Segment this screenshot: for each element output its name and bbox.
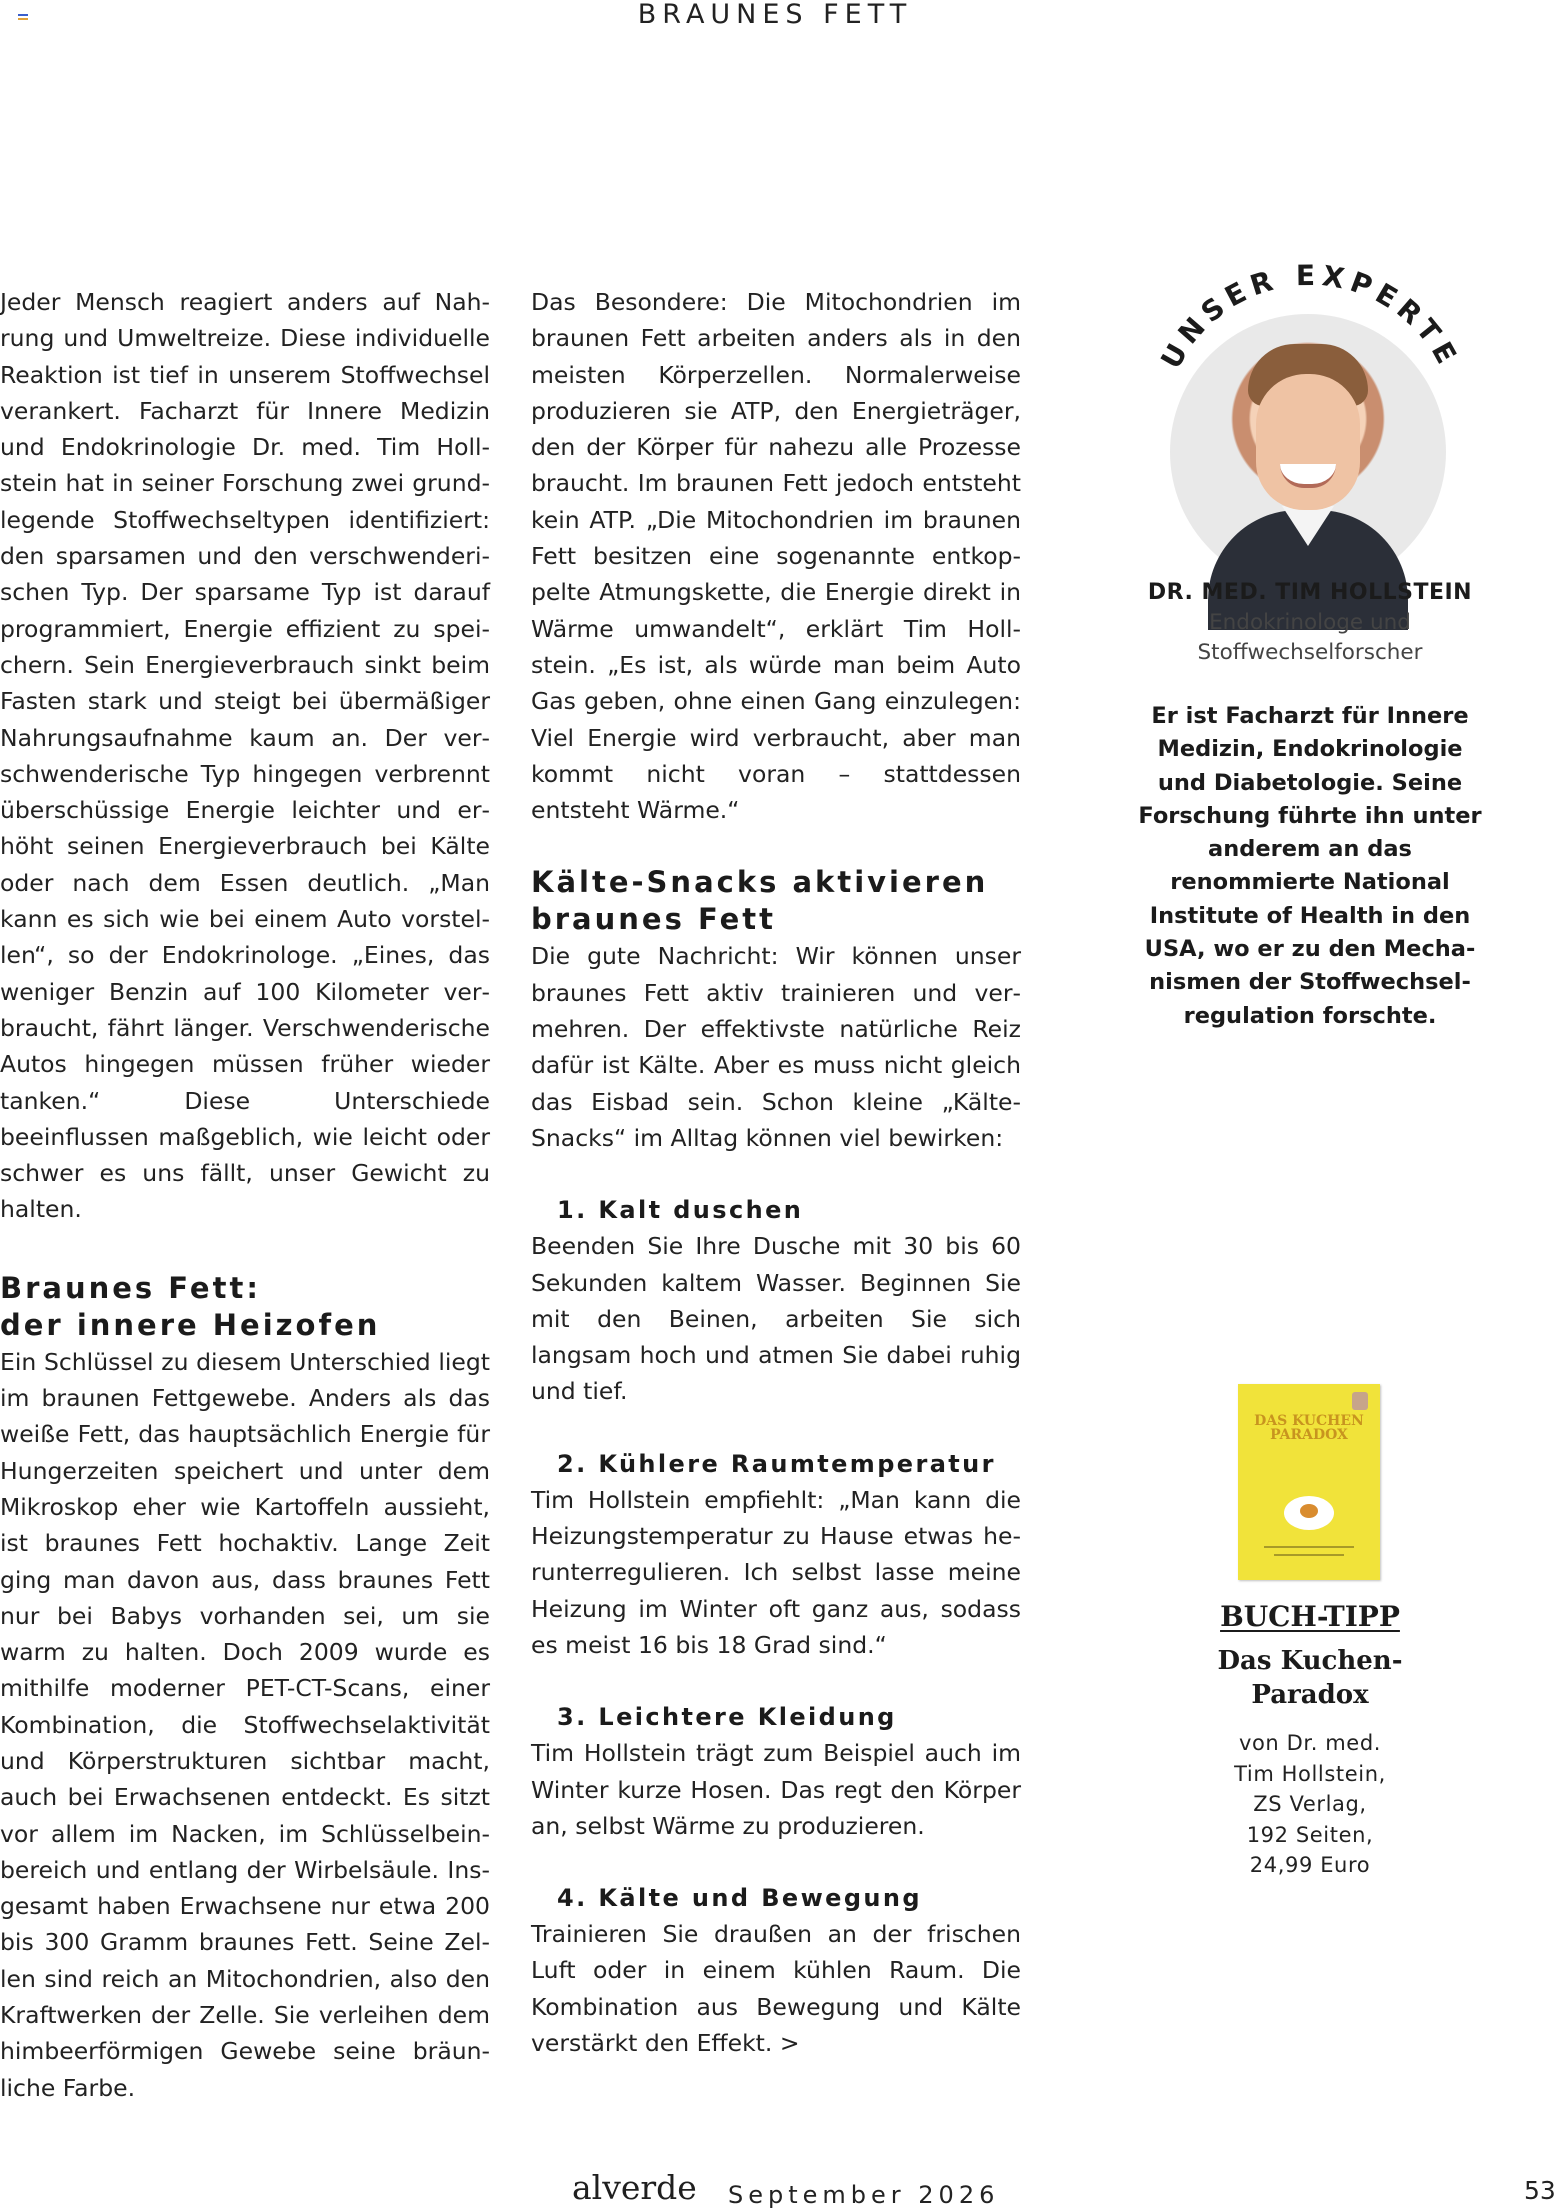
expert-role	[1120, 608, 1500, 668]
expert-arc-text: UNSER EXPERTE	[1154, 258, 1466, 370]
tip-text: Tim Hollstein empfiehlt: „Man kann die Heizungstemperatur zu Hause etwas herunterregulieren. Ich selbst lasse meine Heizung im Winter oft ganz aus, sodass es meist 16 bis 18 Grad sind.“	[531, 1485, 1021, 1659]
paragraph: Ein Schlüssel zu diesem Unterschied liegt im braunen Fettgewebe. Anders als das weiße Fett, das hauptsächlich Energie für Hungerzeiten speichert und unter dem Mikroskop eher wie Kartoffeln aussieht, ist braunes Fett hochaktiv. Lange Zeit ging man davon aus, dass braunes Fett nur bei Babys vorhanden sei, um sie warm zu halten. Doch 2009 wurde es mithilfe moderner PET-CT-Scans, einer Kombination, die Stoffwechselaktivität und Körperstrukturen sichtbar macht, auch bei Erwachsenen entdeckt. Es sitzt vor allem im Nacken, im Schlüsselbeinbereich und entlang der Wirbelsäule. Insgesamt haben Erwachsene nur etwa 200 bis 300 Gramm braunes Fett. Seine Zellen sind reich an Mitochondrien, also den Kraftwerken der Zelle. Sie verleihen dem himbeerförmigen Gewebe seine bräunliche Farbe.	[0, 1347, 490, 2102]
section-heading-line: braunes Fett	[531, 902, 776, 937]
author-thumbnail	[1352, 1392, 1368, 1410]
section-heading	[0, 1270, 490, 1344]
book-cover-image	[1238, 1384, 1380, 1580]
paragraph: Jeder Mensch reagiert anders auf Nahrung und Umweltreize. Diese individuelle Reaktion ist tief in unserem Stoffwechsel verankert. Facharzt für Innere Medizin und Endokrinologie Dr. med. Tim Hollstein hat in seiner Forschung zwei grundlegende Stoffwechseltypen identifiziert: den sparsamen und den verschwenderischen Typ. Der sparsame Typ ist darauf programmiert, Energie effizient zu speichern. Sein Energieverbrauch sinkt beim Fasten stark und steigt bei übermäßiger Nahrungsaufnahme kaum an. Der verschwenderische Typ hingegen verbrennt überschüssige Energie leichter und erhöht seinen Energieverbrauch bei Kälte oder nach dem Essen deutlich. „Man kann es sich wie bei einem Auto vorstellen“, so der Endokrinologe. „Eines, das weniger Benzin auf 100 Kilometer verbraucht, fährt länger. Verschwenderische Autos hingegen müssen früher wieder tanken.“ Diese Unterschiede beeinflussen maßgeblich, wie leicht oder schwer es uns fällt, unser Gewicht zu halten.	[0, 288, 490, 1224]
cover-text-line	[1274, 1554, 1344, 1556]
expert-bio: Er ist Facharzt für Innere Medizin, Endokrinologie und Diabetologie. Seine Forschung führte ihn unter anderem an das renommierte National Institute of Health in den USA, wo er zu den Mechanismen der Stoffwechselregulation forschte.	[1138, 703, 1482, 1029]
book-title: Das Kuchen- Paradox	[1217, 1646, 1403, 1710]
section-heading-line: Kälte-Snacks aktivieren	[531, 865, 989, 900]
tip-title: 4. Kälte und Bewegung	[557, 1884, 922, 1913]
book-info: von Dr. med. Tim Hollstein, ZS Verlag, 192 Seiten, 24,99 Euro	[1234, 1731, 1386, 1877]
paragraph: Das Besondere: Die Mitochondrien im braunen Fett arbeiten anders als in den meisten Körperzellen. Normalerweise produzieren sie ATP, den Energieträger, den der Körper für nahezu alle Prozesse braucht. Im braunen Fett jedoch entsteht kein ATP. „Die Mitochondrien im braunen Fett besitzen eine sogenannte entkoppelte Atmungskette, die Energie direkt in Wärme umwandelt“, erklärt Tim Hollstein. „Es ist, als würde man beim Auto Gas geben, ohne einen Gang einzulegen: Viel Energie wird verbraucht, aber man kommt nicht voran – stattdessen entsteht Wärme.“	[531, 288, 1021, 825]
article-column-1	[0, 284, 490, 2106]
magazine-logo: alverde	[572, 2168, 697, 2207]
tip-title: 2. Kühlere Raumtemperatur	[557, 1449, 996, 1478]
expert-role-line: Endokrinologe und	[1209, 610, 1411, 635]
expert-name: DR. MED. TIM HOLLSTEIN	[1147, 580, 1473, 605]
paragraph: Die gute Nachricht: Wir können unser braunes Fett aktiv trainieren und vermehren. Der effektivste natürliche Reiz dafür ist Kälte. Aber es muss nicht gleich das Eisbad sein. Schon kleine „Kälte-Snacks“ im Alltag können viel bewirken:	[531, 942, 1021, 1152]
section-heading-line: der innere Heizofen	[0, 1307, 381, 1342]
cake-illustration	[1300, 1504, 1318, 1518]
book-tip-label: BUCH-TIPP	[1220, 1600, 1400, 1633]
running-title: BRAUNES FETT	[637, 0, 913, 30]
article-column-2	[531, 284, 1021, 2061]
tip-text: Beenden Sie Ihre Dusche mit 30 bis 60 Sekunden kaltem Wasser. Beginnen Sie mit den Beinen, arbeiten Sie sich langsam hoch und atmen Sie dabei ruhig und tief.	[531, 1232, 1021, 1406]
section-heading-line: Braunes Fett:	[0, 1270, 261, 1305]
tip-title: 3. Leichtere Kleidung	[557, 1703, 897, 1732]
tip-text: Tim Hollstein trägt zum Beispiel auch im Winter kurze Hosen. Das regt den Körper an, selbst Wärme zu produzieren.	[531, 1739, 1021, 1840]
issue-date: September 2026	[728, 2181, 1000, 2209]
expert-portrait	[1170, 314, 1446, 590]
expert-role-line: Stoffwechselforscher	[1197, 640, 1423, 665]
book-cover-title: DAS KUCHEN PARADOX	[1254, 1413, 1364, 1443]
tip-text: Trainieren Sie draußen an der frischen Luft oder in einem kühlen Raum. Die Kombination aus Bewegung und Kälte verstärkt den Effekt. >	[531, 1920, 1021, 2057]
cover-text-line	[1264, 1546, 1354, 1548]
section-heading	[531, 864, 1021, 938]
page-number: 53	[1524, 2176, 1556, 2205]
tip-title: 1. Kalt duschen	[557, 1196, 804, 1225]
